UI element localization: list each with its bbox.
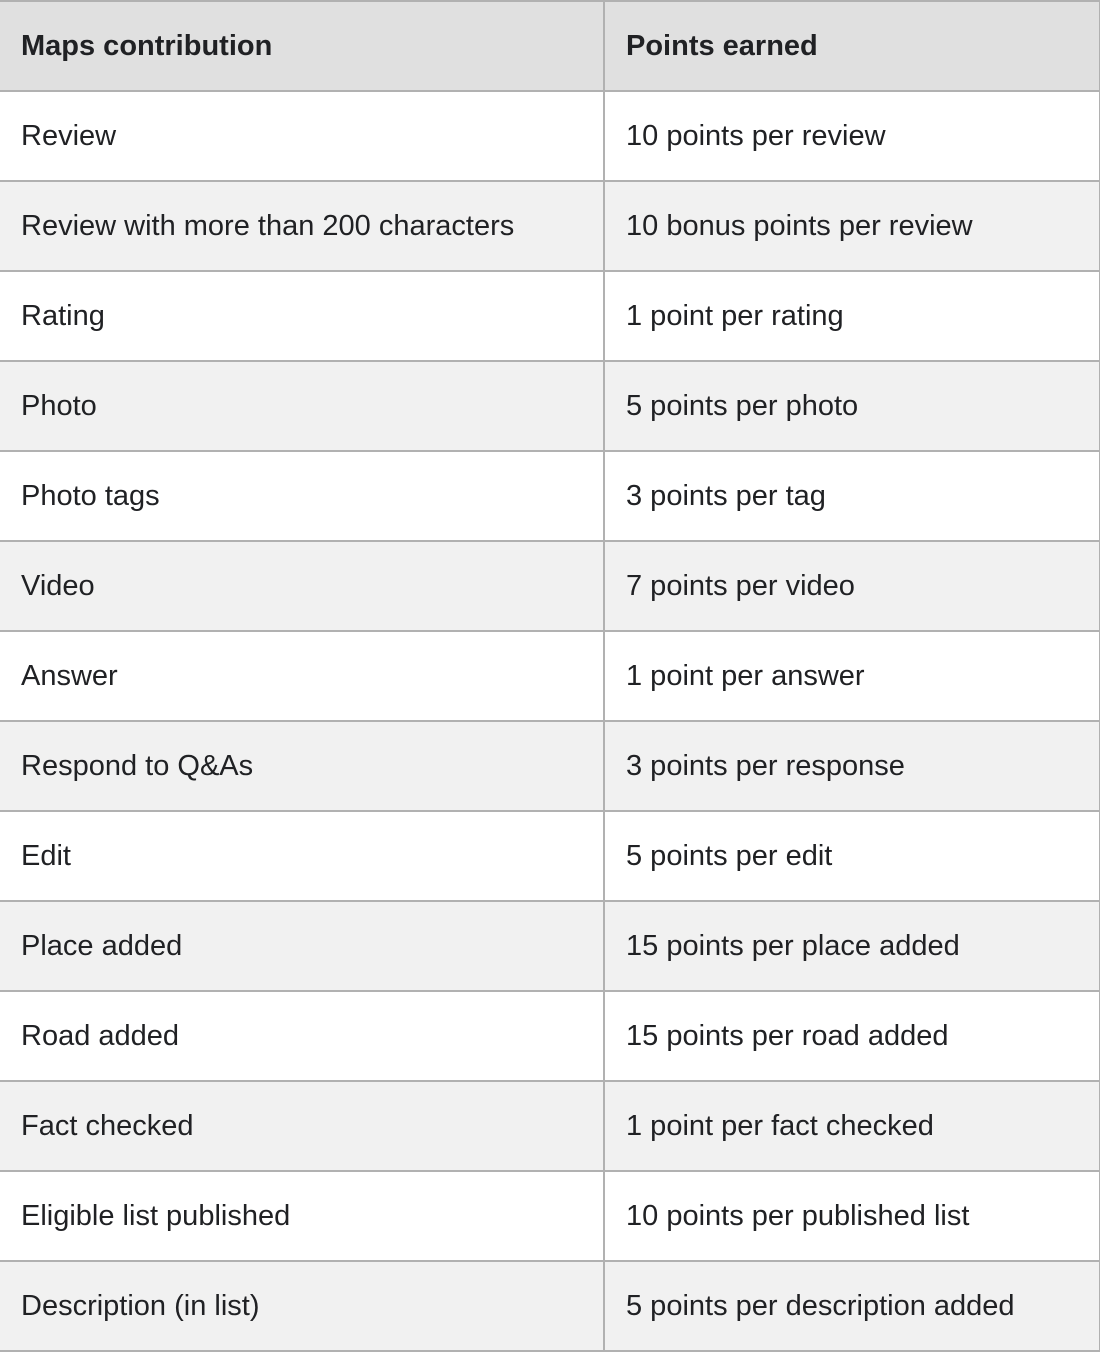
table-row (0, 361, 1100, 451)
table-row (0, 451, 1100, 541)
points-cell: 5 points per edit (604, 811, 1100, 901)
points-cell: 7 points per video (604, 541, 1100, 631)
table-row (0, 901, 1100, 991)
points-cell: 1 point per answer (604, 631, 1100, 721)
table-row (0, 271, 1100, 361)
contribution-cell: Photo (0, 361, 604, 451)
contribution-cell: Fact checked (0, 1081, 604, 1171)
contribution-cell: Place added (0, 901, 604, 991)
table-row (0, 91, 1100, 181)
contribution-cell: Review with more than 200 characters (0, 181, 604, 271)
table-row (0, 541, 1100, 631)
points-cell: 1 point per rating (604, 271, 1100, 361)
table-body (0, 91, 1100, 1351)
contribution-cell: Eligible list published (0, 1171, 604, 1261)
contribution-cell: Rating (0, 271, 604, 361)
points-cell: 10 bonus points per review (604, 181, 1100, 271)
table-header-row (0, 1, 1100, 91)
table-row (0, 721, 1100, 811)
contribution-cell: Photo tags (0, 451, 604, 541)
contribution-cell: Review (0, 91, 604, 181)
contribution-cell: Video (0, 541, 604, 631)
points-cell: 1 point per fact checked (604, 1081, 1100, 1171)
points-cell: 5 points per photo (604, 361, 1100, 451)
table-row (0, 1171, 1100, 1261)
contribution-cell: Answer (0, 631, 604, 721)
table-row (0, 991, 1100, 1081)
contribution-cell: Description (in list) (0, 1261, 604, 1351)
contribution-cell: Road added (0, 991, 604, 1081)
header-maps-contribution: Maps contribution (0, 1, 604, 91)
contribution-cell: Edit (0, 811, 604, 901)
points-cell: 10 points per published list (604, 1171, 1100, 1261)
table-row (0, 181, 1100, 271)
header-points-earned: Points earned (604, 1, 1100, 91)
contribution-cell: Respond to Q&As (0, 721, 604, 811)
points-cell: 3 points per response (604, 721, 1100, 811)
table-row (0, 631, 1100, 721)
table-row (0, 1081, 1100, 1171)
points-cell: 10 points per review (604, 91, 1100, 181)
points-cell: 3 points per tag (604, 451, 1100, 541)
table-row (0, 811, 1100, 901)
table-row (0, 1261, 1100, 1351)
points-cell: 5 points per description added (604, 1261, 1100, 1351)
points-cell: 15 points per place added (604, 901, 1100, 991)
points-cell: 15 points per road added (604, 991, 1100, 1081)
